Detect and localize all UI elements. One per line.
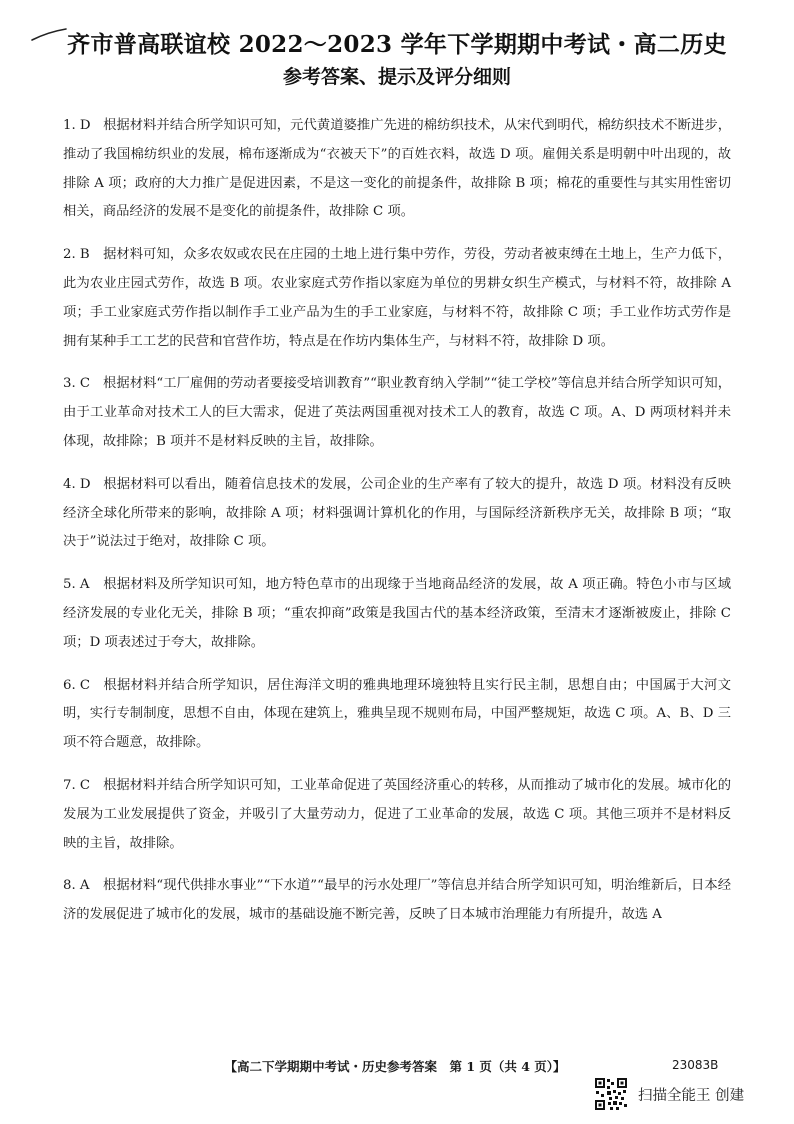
answer-list [63, 112, 731, 944]
question-number: 1. D [63, 118, 91, 133]
question-number: 4. D [63, 476, 91, 492]
answer-item [63, 370, 731, 456]
question-number: 3. C [63, 376, 91, 392]
document-subtitle: 参考答案、提示及评分细则 [282, 66, 511, 88]
page-footer: 【高二下学期期中考试・历史参考答案 第 1 页（共 4 页）】 [224, 1059, 566, 1074]
exam-code: 23083B [672, 1058, 719, 1072]
answer-item [63, 872, 731, 930]
answer-text: 根据材料并结合所学知识可知，元代黄道婆推广先进的棉纺织技术，从宋代到明代，棉纺织技术不断进步，推动了我国棉纺织业的发展，棉布逐渐成为“衣被天下”的百姓衣料，故选 D 项。雇佣关系是明朝中叶出现的，故排除 A 项；政府的大力推广是促进因素，不是这一变化的前提条件，故排除 B 项；棉花的重要性与其实用性密切相关，商品经济的发展不是变化的前提条件，故排除 C 项。 [63, 118, 731, 220]
scanner-label: 扫描全能王 创建 [638, 1087, 745, 1104]
answer-text: 根据材料及所学知识可知，地方特色草市的出现缘于当地商品经济的发展，故 A 项正确。特色小市与区域经济发展的专业化无关，排除 B 项；“重农抑商”政策是我国古代的基本经济政策，至清末才逐渐被废止，排除 C 项；D 项表述过于夸大，故排除。 [63, 577, 731, 650]
answer-item [63, 772, 731, 858]
scanner-watermark [594, 1077, 744, 1111]
answer-text: 根据材料“工厂雇佣的劳动者要接受培训教育”“职业教育纳入学制”“徒工学校”等信息并结合所学知识可知，由于工业革命对技术工人的巨大需求，促进了英法两国重视对技术工人的教育，故选 C 项。A、D 两项材料并未体现，故排除；B 项并不是材料反映的主旨，故排除。 [63, 376, 731, 449]
answer-item [63, 571, 731, 657]
question-number: 7. C [63, 777, 91, 793]
answer-text: 据材料可知，众多农奴或农民在庄园的土地上进行集中劳作，劳役，劳动者被束缚在土地上，生产力低下，此为农业庄园式劳作，故选 B 项。农业家庭式劳作指以家庭为单位的男耕女织生产模式，与材料不符，故排除 A 项；手工业家庭式劳作指以制作手工业产品为生的手工业家庭，与材料不符，故排除 C 项；手工业作坊式劳作是拥有某种手工工艺的民营和官营作坊，特点是在作坊内集体生产，与材料不符，故排除 D 项。 [63, 247, 731, 349]
answer-item [63, 672, 731, 758]
question-number: 8. A [63, 878, 90, 894]
answer-text: 根据材料并结合所学知识可知，工业革命促进了英国经济重心的转移，从而推动了城市化的发展。城市化的发展为工业发展提供了资金，并吸引了大量劳动力，促进了工业革命的发展，故选 C 项。其他三项并不是材料反映的主旨，故排除。 [63, 777, 731, 851]
question-number: 5. A [63, 577, 90, 593]
answer-text: 根据材料“现代供排水事业”“下水道”“最早的污水处理厂”等信息并结合所学知识可知，明治维新后，日本经济的发展促进了城市化的发展，城市的基础设施不断完善，反映了日本城市治理能力有所提升，故选 A [63, 878, 731, 923]
answer-item [63, 241, 731, 356]
question-number: 2. B [63, 247, 90, 263]
answer-text: 根据材料并结合所学知识，居住海洋文明的雅典地理环境独特且实行民主制，思想自由；中国属于大河文明，实行专制制度，思想不自由，体现在建筑上，雅典呈现不规则布局，中国严整规矩，故选 C 项。A、B、D 三项不符合题意，故排除。 [63, 677, 731, 751]
document-title: 齐市普高联谊校 2022～2023 学年下学期期中考试・高二历史 [67, 31, 727, 58]
answer-item [63, 112, 731, 227]
qr-code-icon [594, 1077, 628, 1111]
answer-text: 根据材料可以看出，随着信息技术的发展，公司企业的生产率有了较大的提升，故选 D 项。材料没有反映经济全球化所带来的影响，故排除 A 项；材料强调计算机化的作用，与国际经济新秩序无关，故排除 B 项；“取决于”说法过于绝对，故排除 C 项。 [63, 476, 731, 550]
answer-item [63, 471, 731, 557]
question-number: 6. C [63, 677, 91, 693]
